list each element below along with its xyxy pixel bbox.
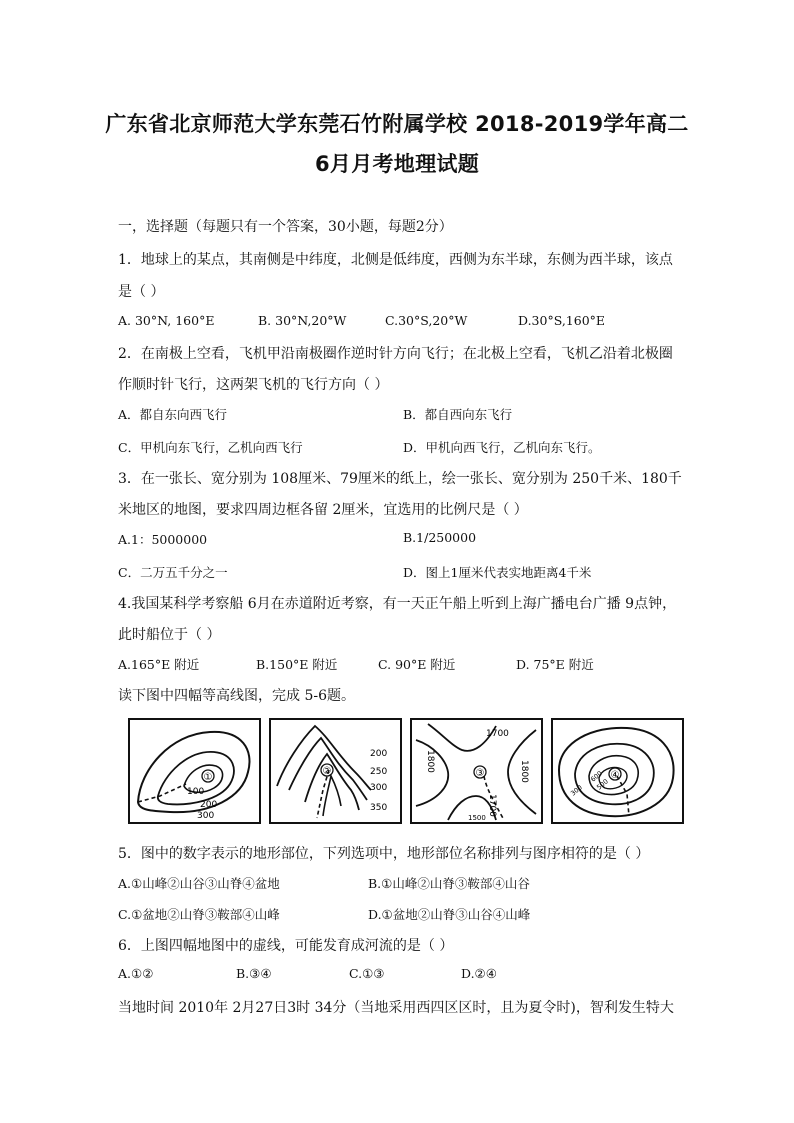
q6-option-b: B.③④ — [236, 966, 272, 981]
q6-option-d: D.②④ — [461, 966, 497, 981]
q2-option-c: C．甲机向东飞行，乙机向西飞行 — [118, 440, 303, 455]
q4-stem-line2: 此时船位于（ ） — [118, 627, 221, 643]
q1-option-d: D.30°S,160°E — [518, 313, 606, 328]
contour-map-1 — [128, 718, 261, 824]
q3-option-d: D．图上1厘米代表实地距离4千米 — [403, 565, 592, 580]
map2-marker: ② — [322, 766, 332, 777]
contour-map-4 — [551, 718, 684, 824]
q6-stem: 6．上图四幅地图中的虚线，可能发育成河流的是（ ） — [118, 938, 454, 954]
contour-map-3 — [410, 718, 543, 824]
map3-label-2: 1700 — [487, 794, 497, 817]
q5-option-d: D.①盆地②山脊③山谷④山峰 — [368, 907, 531, 922]
map2-label-0: 200 — [370, 749, 388, 759]
q5-option-a: A.①山峰②山谷③山脊④盆地 — [118, 876, 280, 891]
contour-map-2-drawing — [271, 720, 400, 822]
q2-option-b: B．都自西向东飞行 — [403, 407, 513, 422]
contour-map-3-drawing — [412, 720, 541, 822]
map2-label-2: 300 — [370, 783, 388, 793]
q2-option-a: A．都自东向西飞行 — [118, 407, 228, 422]
contour-map-figures — [128, 716, 680, 828]
q4-option-b: B.150°E 附近 — [256, 657, 338, 672]
q4-stem-line1: 4.我国某科学考察船 6月在赤道附近考察，有一天正午船上听到上海广播电台广播 9点钟， — [118, 596, 677, 612]
contour-map-2 — [269, 718, 402, 824]
section-header: 一，选择题（每题只有一个答案，30小题，每题2分） — [118, 219, 453, 235]
q6-option-c: C.①③ — [349, 966, 385, 981]
map3-marker: ③ — [475, 768, 485, 779]
page-title-line1: 广东省北京师范大学东莞石竹附属学校 2018-2019学年高二 — [105, 112, 689, 136]
q1-option-c: C.30°S,20°W — [385, 313, 468, 328]
map1-label-2: 300 — [197, 811, 215, 821]
q6-option-a: A.①② — [118, 966, 154, 981]
map3-label-0: 1800 — [425, 750, 435, 773]
q3-option-a: A.1：5000000 — [118, 532, 208, 547]
map3-label-4: 1800 — [519, 760, 529, 783]
map-intro: 读下图中四幅等高线图，完成 5-6题。 — [118, 688, 355, 704]
q5-stem: 5．图中的数字表示的地形部位，下列选项中，地形部位名称排列与图序相符的是（ ） — [118, 846, 650, 862]
q2-option-d: D．甲机向西飞行，乙机向东飞行。 — [403, 440, 601, 455]
q5-option-b: B.①山峰②山脊③鞍部④山谷 — [368, 876, 530, 891]
contour-map-1-drawing — [130, 720, 259, 822]
q3-stem-line2: 米地区的地图，要求四周边框各留 2厘米，宜选用的比例尺是（ ） — [118, 502, 528, 518]
map1-label-1: 200 — [200, 800, 218, 810]
map2-label-3: 350 — [370, 803, 388, 813]
q2-stem-line2: 作顺时针飞行，这两架飞机的飞行方向（ ） — [118, 377, 389, 393]
map4-label-0: 600 — [589, 769, 604, 784]
q1-option-a: A. 30°N, 160°E — [118, 313, 215, 328]
q4-option-c: C. 90°E 附近 — [378, 657, 456, 672]
contour-map-4-drawing — [553, 720, 682, 822]
q5-option-c: C.①盆地②山脊③鞍部④山峰 — [118, 907, 280, 922]
q4-option-d: D. 75°E 附近 — [516, 657, 594, 672]
map1-label-0: 100 — [187, 787, 205, 797]
q2-stem-line1: 2．在南极上空看，飞机甲沿南极圈作逆时针方向飞行；在北极上空看，飞机乙沿着北极圈 — [118, 346, 673, 362]
map4-marker: ④ — [610, 770, 620, 781]
map1-marker: ① — [203, 772, 213, 783]
map3-label-3: 1500 — [468, 814, 486, 822]
page-title-line2: 6月月考地理试题 — [314, 152, 479, 176]
map4-label-1: 500 — [595, 777, 610, 792]
q1-stem-line1: 1．地球上的某点，其南侧是中纬度，北侧是低纬度，西侧为东半球，东侧为西半球，该点 — [118, 252, 673, 268]
q3-stem-line1: 3．在一张长、宽分别为 108厘米、79厘米的纸上，绘一张长、宽分别为 250千米、180千 — [118, 471, 682, 487]
q1-option-b: B. 30°N,20°W — [258, 313, 347, 328]
map3-label-1: 1700 — [486, 729, 509, 739]
q1-stem-line2: 是（ ） — [118, 284, 165, 300]
q4-option-a: A.165°E 附近 — [118, 657, 200, 672]
q3-option-c: C．二万五千分之一 — [118, 565, 228, 580]
q3-option-b: B.1/250000 — [403, 530, 477, 545]
q7-intro: 当地时间 2010年 2月27日3时 34分（当地采用西四区区时，且为夏令时)，智利发生特大 — [118, 1000, 674, 1016]
map4-label-2: 300 — [569, 783, 584, 798]
map2-label-1: 250 — [370, 767, 388, 777]
